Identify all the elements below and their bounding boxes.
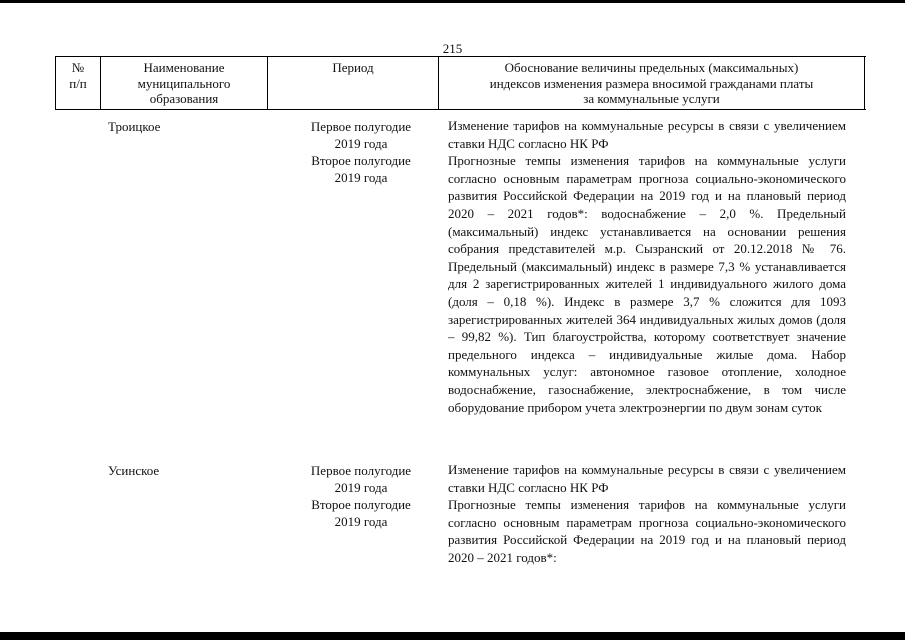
header-basis-cell: [439, 57, 865, 109]
period-line: Первое полугодие: [310, 463, 412, 478]
header-period-cell: [268, 57, 439, 109]
period-line: Второе полугодие: [311, 497, 411, 512]
basis-paragraph: Изменение тарифов на коммунальные ресурсы в связи с увеличением ставки НДС согласно НК РФ: [448, 118, 846, 151]
basis-paragraph: Изменение тарифов на коммунальные ресурсы в связи с увеличением ставки НДС согласно НК РФ: [448, 462, 846, 495]
header-basis-line: индексов изменения размера вносимой гражданами платы: [489, 75, 814, 91]
header-period-line: Период: [332, 60, 374, 75]
scan-bottom-edge: [0, 632, 905, 640]
page-number: 215: [442, 41, 463, 56]
period-line: 2019 года: [334, 170, 388, 185]
municipality-name: Усинское: [108, 463, 160, 478]
basis-cell: [448, 461, 846, 567]
header-basis-line: за коммунальные услуги: [583, 91, 720, 106]
scan-top-edge: [0, 0, 905, 3]
period-line: 2019 года: [334, 514, 388, 529]
header-number-cell: [56, 57, 101, 109]
period-cell: [300, 118, 422, 186]
municipality-name: Троицкое: [108, 119, 161, 134]
basis-paragraph: Прогнозные темпы изменения тарифов на коммунальные услуги согласно основным параметрам прогноза социально-экономического развития Российской Федерации на 2019 год и на плановый период 2020 – 2021 годов*:: [448, 497, 846, 565]
header-municipality-line: Наименование: [143, 60, 225, 75]
header-municipality-line: муниципального: [137, 75, 231, 91]
period-line: 2019 года: [334, 136, 388, 151]
period-line: 2019 года: [334, 480, 388, 495]
period-line: Первое полугодие: [310, 119, 412, 134]
header-number-line: №: [71, 60, 85, 75]
header-municipality-cell: [101, 57, 268, 109]
header-municipality-line: образования: [149, 91, 219, 106]
period-line: Второе полугодие: [311, 153, 411, 168]
period-cell: [300, 462, 422, 530]
header-basis-line: Обоснование величины предельных (максимальных): [504, 60, 799, 75]
header-number-line: п/п: [69, 75, 87, 91]
table-header: [55, 56, 866, 110]
basis-cell: [448, 117, 846, 416]
basis-paragraph: Прогнозные темпы изменения тарифов на коммунальные услуги согласно основным параметрам прогноза социально-экономического развития Российской Федерации на 2019 год и на плановый период 2020 – 2021 годов*: водоснабжение – 2,0 %. Предельный (максимальный) индекс устанавливается на основании решения собрания представителей м.р. Сызранский от 20.12.2018 № 76. Предельный (максимальный) индекс в размере 7,3 % устанавливается для 2 зарегистрированных жителей 1 индивидуального жилого дома (доля – 0,18 %). Индекс в размере 3,7 % сложится для 1093 зарегистрированных жителей 364 индивидуальных жилых домов (доля – 99,82 %). Тип благоустройства, которому соответствует значение предельного индекса – индивидуальные жилые дома. Набор коммунальных услуг: автономное газовое отопление, холодное водоснабжение, газоснабжение, электроснабжение, в том числе оборудование прибором учета электроэнергии по двум зонам суток: [448, 153, 846, 415]
